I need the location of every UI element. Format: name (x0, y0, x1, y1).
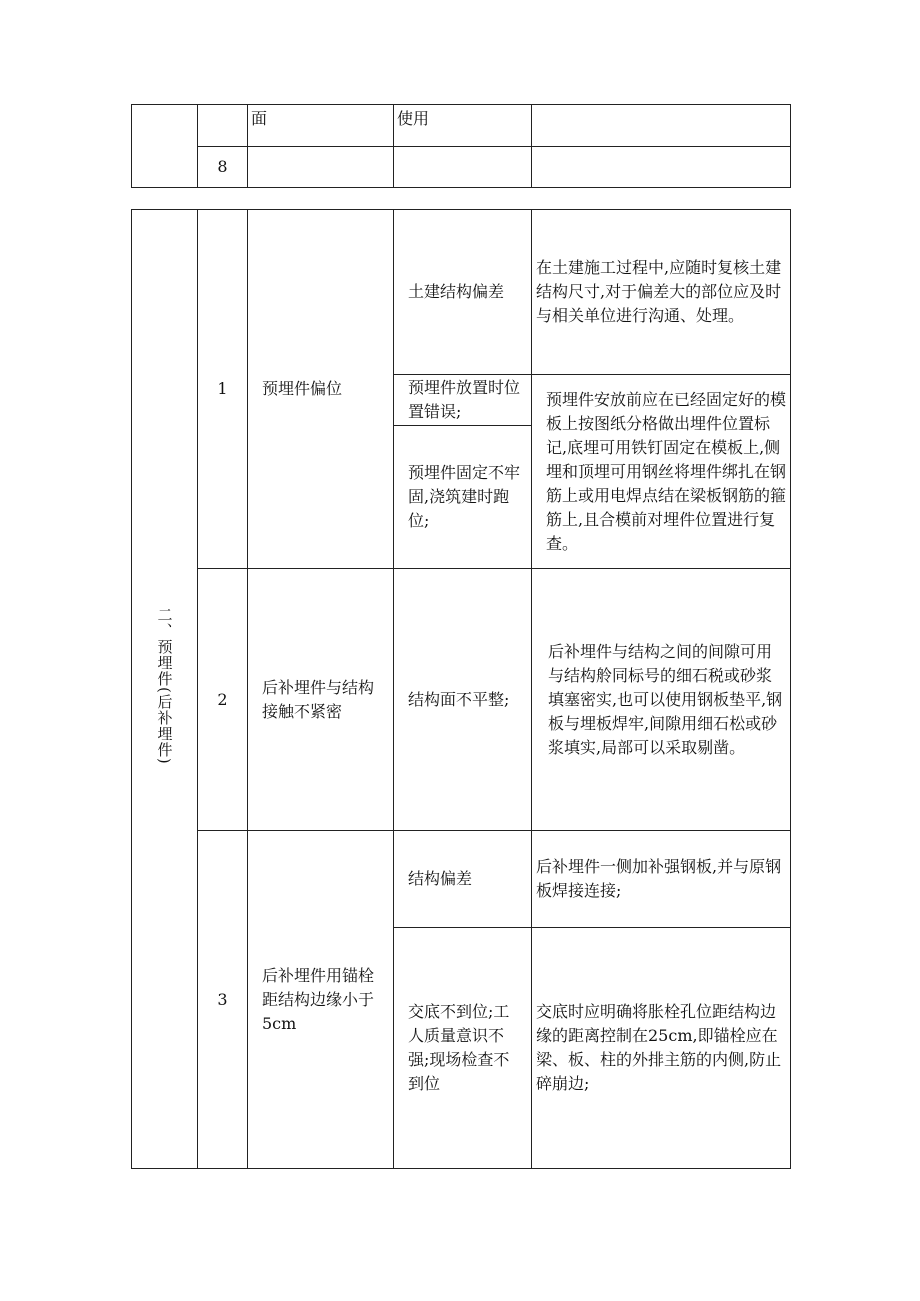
top-table (131, 104, 791, 188)
top-cause-cell: 使用 (394, 105, 532, 147)
top-num-cell (198, 105, 248, 147)
row-number-3: 3 (198, 831, 248, 1169)
cause-3-2: 交底不到位;工人质量意识不强;现场检查不到位 (394, 928, 532, 1169)
solution-3-1: 后补埋件一侧加补强钢板,并与原钢板焊接连接; (532, 831, 791, 928)
top-solution-cell (532, 105, 791, 147)
solution-3-2: 交底时应明确将胀栓孔位距结构边缘的距离控制在25cm,即锚栓应在梁、板、柱的外排主筋的内侧,防止碎崩边; (532, 928, 791, 1169)
item-3: 后补埋件用锚栓距结构边缘小于5cm (248, 831, 394, 1169)
item-2: 后补埋件与结构接触不紧密 (248, 569, 394, 831)
solution-1-1: 在土建施工过程中,应随时复核土建结构尺寸,对于偏差大的部位应及时与相关单位进行沟通、处理。 (532, 210, 791, 375)
category-label: 二、预埋件(后补埋件) (155, 606, 174, 765)
cause-2-1: 结构面不平整; (394, 569, 532, 831)
solution-1-2: 预埋件安放前应在已经固定好的模板上按图纸分格做出埋件位置标记,底埋可用铁钉固定在模板上,侧埋和顶埋可用钢丝将埋件绑扎在钢筋上或用电焊点结在梁板钢筋的箍筋上,且合模前对埋件位置进行复查。 (532, 375, 791, 569)
row-number-2: 2 (198, 569, 248, 831)
solution-2-1: 后补埋件与结构之间的间隙可用与结构舲同标号的细石税或砂浆填塞密实,也可以使用钢板垫平,钢板与埋板焊牢,间隙用细石松或砂浆填实,局部可以采取剔凿。 (532, 569, 791, 831)
cause-3-1: 结构偏差 (394, 831, 532, 928)
row-number-1: 1 (198, 210, 248, 569)
top-row-number: 8 (198, 147, 248, 188)
item-1: 预埋件偏位 (248, 210, 394, 569)
main-table (131, 209, 791, 1169)
category-cell (132, 210, 198, 1169)
top-item-cell: 面 (248, 105, 394, 147)
cause-1-2: 预埋件放置时位置错误; (394, 375, 532, 426)
top-category-cell (132, 105, 198, 188)
cause-1-1: 土建结构偏差 (394, 210, 532, 375)
cause-1-3: 预埋件固定不牢固,浇筑建时跑位; (394, 426, 532, 569)
